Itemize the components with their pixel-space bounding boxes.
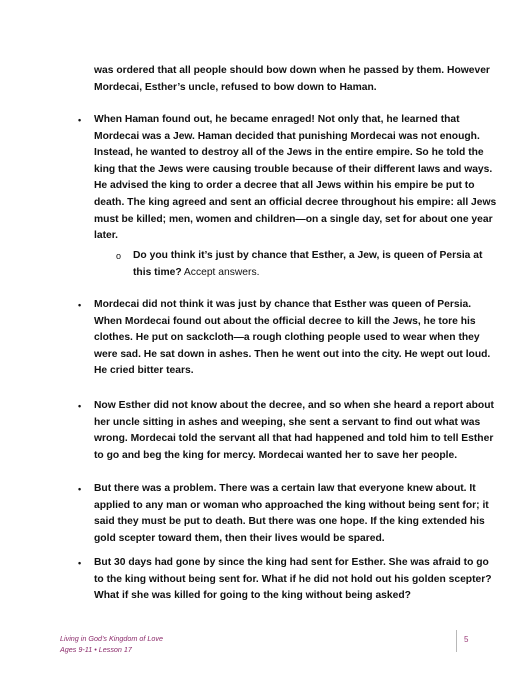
bullet-dot-icon: • [78,401,82,411]
text-line: to go and beg the king for mercy. Mordecai wanted her to save her people. [94,449,458,461]
text-line: said they must be put to death. But there was one hope. If the king extended his [94,516,485,528]
text-line: wrong. Mordecai told the servant all that had happened and told him to tell Esther [94,433,494,445]
text-line: Instead, he wanted to destroy all of the Jews in the entire empire. So he told the [94,147,484,159]
page-number: 5 [464,635,469,644]
footer-divider [456,630,457,652]
bullet-paragraph-esther [94,398,506,464]
bullet-dot-icon: • [78,115,82,125]
text-line: death. The king agreed and sent an official decree throughout his empire: all Jews [94,196,497,208]
text-line: was ordered that all people should bow down when he passed by them. However [94,65,490,76]
text-line: But there was a problem. There was a certain law that everyone knew about. It [94,483,476,494]
answer-note: Accept answers. [181,266,260,278]
text-line: Mordecai was a Jew. Haman decided that punishing Mordecai was not enough. [94,130,480,142]
bullet-paragraph-mordecai [94,297,506,380]
discussion-question [133,248,493,281]
intro-paragraph [94,63,506,96]
footer-series-info [60,633,163,655]
text-line: were sad. He sat down in ashes. Then he went out into the city. He wept out loud. [94,348,491,360]
bullet-dot-icon: • [78,558,82,568]
bullet-dot-icon: • [78,484,82,494]
footer-ages-lesson: Ages 9-11 • Lesson 17 [60,645,132,654]
question-text: Do you think it’s just by chance that Esther, a Jew, is queen of Persia at [133,250,483,261]
text-line: He cried bitter tears. [94,365,194,377]
text-line: Mordecai did not think it was just by chance that Esther was queen of Persia. [94,299,472,310]
text-line: gold scepter toward them, then their lives would be spared. [94,532,385,544]
text-line: to the king without being sent for. What if he did not hold out his golden scepter? [94,573,492,585]
text-line: But 30 days had gone by since the king had sent for Esther. She was afraid to go [94,557,489,568]
text-line: He advised the king to order a decree that all Jews within his empire be put to [94,180,475,192]
footer-series-title: Living in God’s Kingdom of Love [60,634,163,643]
text-line: When Mordecai found out about the official decree to kill the Jews, he tore his [94,315,476,327]
bullet-paragraph-haman [94,112,506,245]
text-line: Now Esther did not know about the decree, and so when she heard a report about [94,400,494,411]
text-line: Mordecai, Esther’s uncle, refused to bow down to Haman. [94,81,377,93]
bullet-paragraph-law [94,481,506,547]
text-line: her uncle sitting in ashes and weeping, she sent a servant to find out what was [94,416,481,428]
text-line: clothes. He put on sackcloth—a rough clothing people used to wear when they [94,332,480,344]
text-line: later. [94,230,119,242]
text-line: What if she was killed for going to the king without being asked? [94,590,411,602]
bullet-dot-icon: • [78,300,82,310]
text-line: must be killed; men, women and children—on a single day, set for about one year [94,213,493,225]
sub-bullet-circle-icon: o [116,251,122,261]
text-line: applied to any man or woman who approached the king without being sent for; it [94,499,489,511]
bullet-paragraph-thirty-days [94,555,506,605]
question-text-end: this time? [133,266,182,278]
text-line: king that the Jews were causing trouble because of their different laws and ways. [94,163,493,175]
text-line: When Haman found out, he became enraged! Not only that, he learned that [94,114,460,125]
